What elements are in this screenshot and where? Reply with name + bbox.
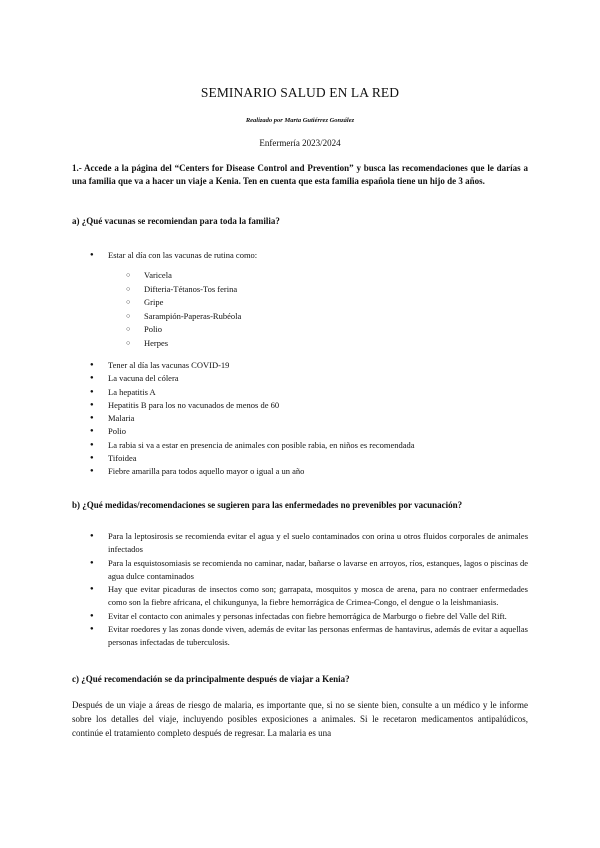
- list-item: ○ Varicela: [126, 269, 426, 283]
- section-b-heading: b) ¿Qué medidas/recomendaciones se sugieren para las enfermedades no prevenibles por vacunación?: [72, 500, 463, 510]
- other-vaccines-list: [90, 359, 528, 479]
- list-item: ● La vacuna del cólera: [90, 372, 528, 385]
- list-item: ● Tener al día las vacunas COVID-19: [90, 359, 528, 372]
- list-item: ○ Gripe: [126, 296, 426, 310]
- list-item: ○ Herpes: [126, 337, 426, 351]
- section-c-heading: c) ¿Qué recomendación se da principalmente después de viajar a Kenia?: [72, 674, 350, 684]
- list-item: ● Hepatitis B para los no vacunados de menos de 60: [90, 399, 528, 412]
- list-item: ● Fiebre amarilla para todos aquello mayor o igual a un año: [90, 465, 528, 478]
- section-a-heading: a) ¿Qué vacunas se recomiendan para toda la familia?: [72, 216, 280, 226]
- section-c-paragraph: Después de un viaje a áreas de riesgo de malaria, es importante que, si no se siente bien, consulte a un médico y le informe sobre los detalles del viaje, incluyendo posibles exposiciones a animales. Si le recetaron medicamentos antipalúdicos, continúe el tratamiento completo después de regresar. La malaria es una: [72, 700, 528, 738]
- section-a-intro-list: [90, 249, 528, 262]
- list-item: ● La hepatitis A: [90, 386, 528, 399]
- list-item: ● Evitar el contacto con animales y personas infectadas con fiebre hemorrágica de Marburgo o fiebre del Valle del Rift.: [90, 610, 528, 623]
- list-item: ● Polio: [90, 425, 528, 438]
- list-item: ○ Sarampión-Paperas-Rubéola: [126, 310, 426, 324]
- list-item: ● Estar al día con las vacunas de rutina como:: [90, 249, 528, 262]
- list-item: ● La rabia si va a estar en presencia de animales con posible rabia, en niños es recomendada: [90, 439, 528, 452]
- list-item: ○ Difteria-Tétanos-Tos ferina: [126, 283, 426, 297]
- list-item: ● Para la esquistosomiasis se recomienda no caminar, nadar, bañarse o lavarse en arroyos, ríos, estanques, lagos o piscinas de agua dulce contaminados: [90, 557, 528, 584]
- list-item: ○ Polio: [126, 323, 426, 337]
- author-line: Realizado por Marta Gutiérrez González: [245, 117, 355, 124]
- list-item: ● Evitar roedores y las zonas donde viven, además de evitar las personas enfermas de hantavirus, además de evitar a aquellas personas infectadas de tuberculosis.: [90, 623, 528, 650]
- document-title: SEMINARIO SALUD EN LA RED: [200, 85, 400, 100]
- course-line: Enfermería 2023/2024: [259, 138, 341, 148]
- list-item: ● Malaria: [90, 412, 528, 425]
- list-item: ● Hay que evitar picaduras de insectos como son; garrapata, mosquitos y mosca de arena, para no contraer enfermedades como son la fiebre africana, el chikungunya, la fiebre hemorrágica de Crimea-Congo, el dengue o la leishmaniasis.: [90, 583, 528, 610]
- list-item: ● Para la leptosirosis se recomienda evitar el agua y el suelo contaminados con orina u otros fluidos corporales de animales infectados: [90, 530, 528, 557]
- recommendations-list: [90, 530, 528, 650]
- list-item: ● Tifoidea: [90, 452, 528, 465]
- question-1: 1.- Accede a la página del “Centers for Disease Control and Prevention” y busca las recomendaciones que le darías a una familia que va a hacer un viaje a Kenia. Ten en cuenta que esta familia española tiene un hijo de 3 años.: [72, 163, 528, 187]
- routine-vaccines-list: [126, 269, 426, 350]
